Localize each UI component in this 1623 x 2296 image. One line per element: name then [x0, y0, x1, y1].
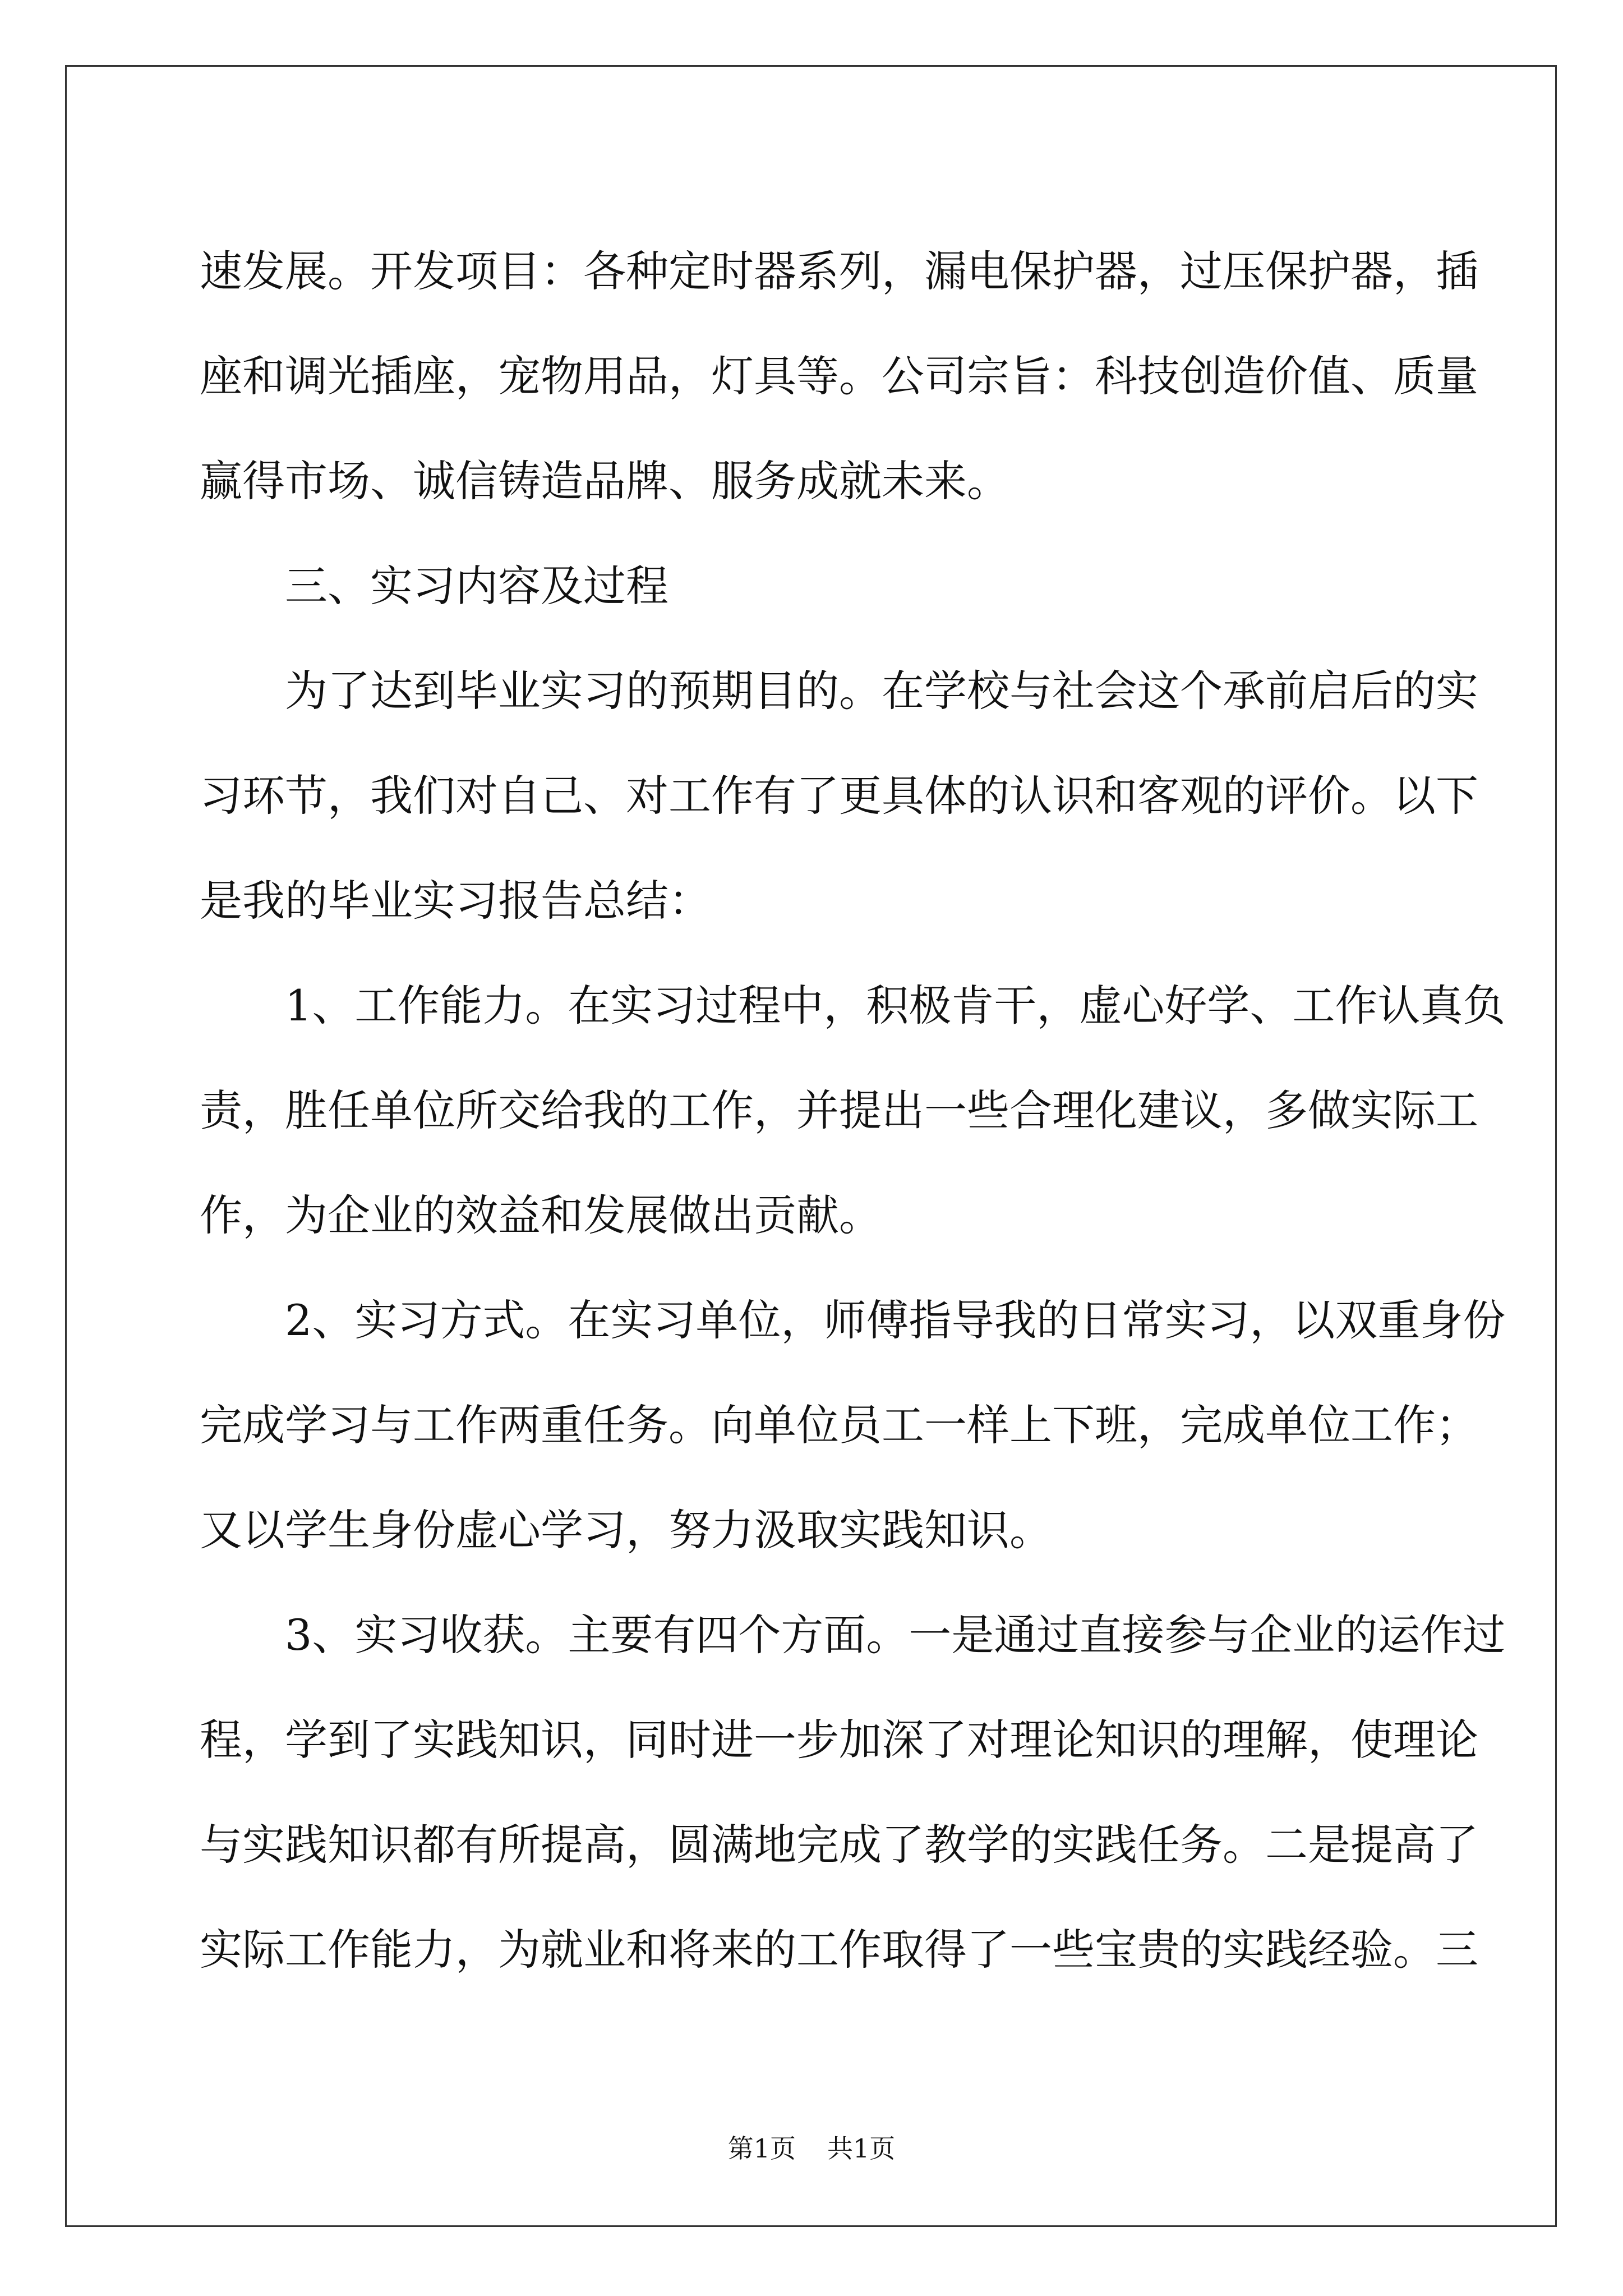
- paragraph-item-3: [200, 1582, 1506, 2002]
- paragraph-intro: [200, 219, 1478, 533]
- text-line: 程，学到了实践知识，同时进一步加深了对理论知识的理解，使理论: [200, 1715, 1478, 1765]
- text-line: 座和调光插座，宠物用品，灯具等。公司宗旨：科技创造价值、质量: [200, 351, 1478, 401]
- page-total: 共1页: [827, 2133, 896, 2164]
- heading-line: 三、实习内容及过程: [200, 561, 668, 611]
- text-line: 又以学生身份虚心学习，努力汲取实践知识。: [200, 1505, 1052, 1555]
- paragraph-purpose: [200, 638, 1478, 953]
- text-line: 完成学习与工作两重任务。向单位员工一样上下班，完成单位工作；: [200, 1400, 1478, 1450]
- text-line: 速发展。开发项目：各种定时器系列，漏电保护器，过压保护器，插: [200, 246, 1478, 296]
- paragraph-item-2: [200, 1268, 1506, 1582]
- document-body: [200, 219, 1506, 2002]
- text-line: 赢得市场、诚信铸造品牌、服务成就未来。: [200, 456, 1009, 506]
- text-line: 习环节，我们对自己、对工作有了更具体的认识和客观的评价。以下: [200, 771, 1478, 821]
- text-line: 2、实习方式。在实习单位，师傅指导我的日常实习，以双重身份: [200, 1295, 1506, 1345]
- text-line: 3、实习收获。主要有四个方面。一是通过直接参与企业的运作过: [200, 1610, 1506, 1660]
- paragraph-item-1: [200, 953, 1506, 1268]
- section-heading: [200, 533, 1436, 638]
- page-footer: [0, 2132, 1623, 2165]
- text-line: 是我的毕业实习报告总结：: [200, 876, 711, 926]
- text-line: 1、工作能力。在实习过程中，积极肯干，虚心好学、工作认真负: [200, 981, 1506, 1030]
- text-line: 为了达到毕业实习的预期目的。在学校与社会这个承前启后的实: [200, 666, 1478, 716]
- text-line: 责，胜任单位所交给我的工作，并提出一些合理化建议，多做实际工: [200, 1085, 1478, 1135]
- page-number: 第1页: [727, 2133, 796, 2164]
- text-line: 作，为企业的效益和发展做出贡献。: [200, 1190, 882, 1240]
- text-line: 与实践知识都有所提高，圆满地完成了教学的实践任务。二是提高了: [200, 1820, 1478, 1870]
- text-line: 实际工作能力，为就业和将来的工作取得了一些宝贵的实践经验。三: [200, 1925, 1478, 1975]
